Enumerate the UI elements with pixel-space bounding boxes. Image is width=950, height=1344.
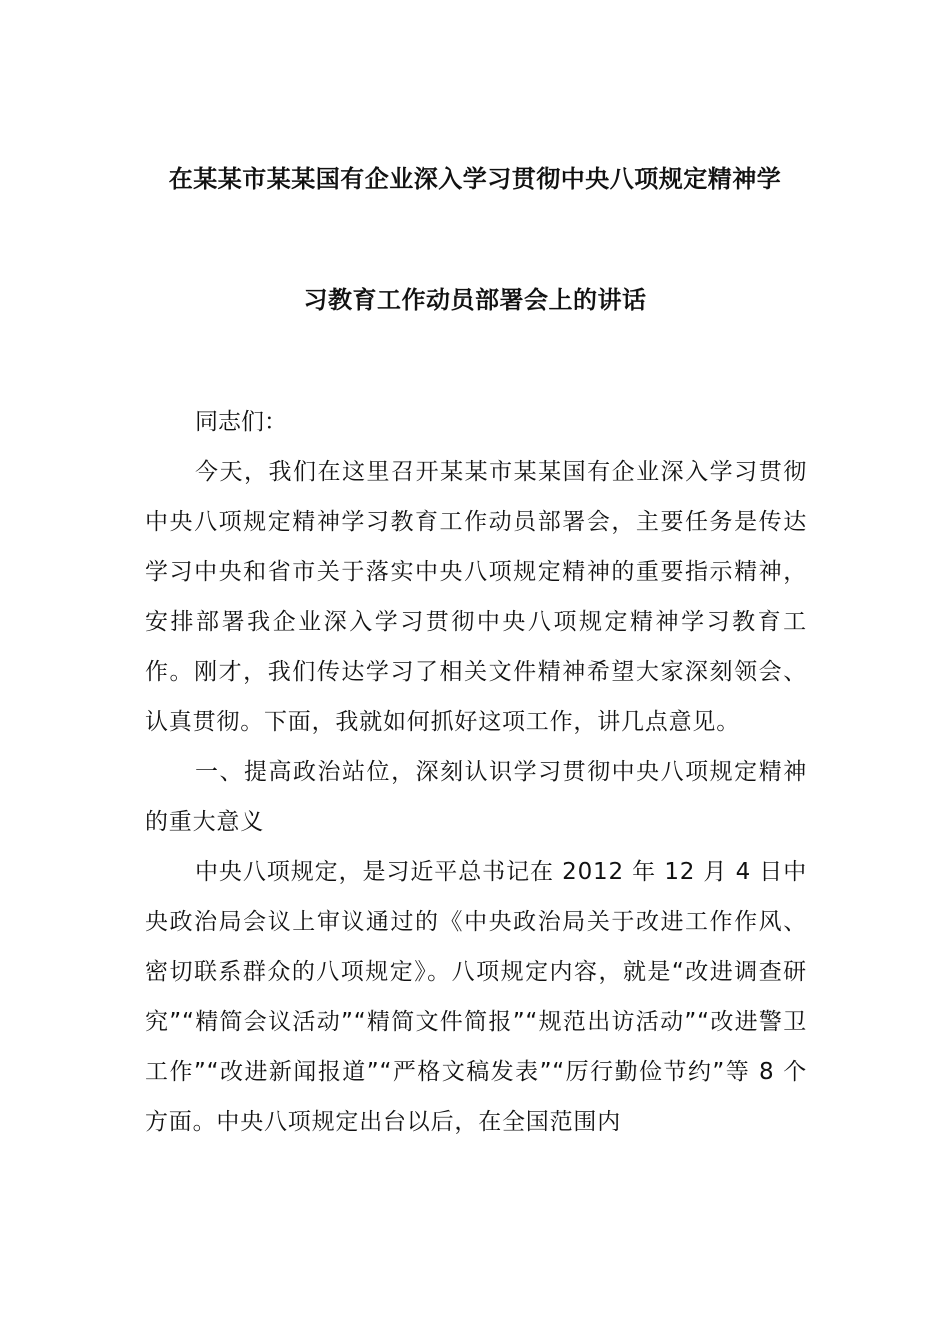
paragraph-eight-rules: 中央八项规定，是习近平总书记在 2012 年 12 月 4 日中央政治局会议上审议通过的《中央政治局关于改进工作作风、密切联系群众的八项规定》。八项规定内容，就是“改进调查研究”“精简会议活动”“精简文件简报”“规范出访活动”“改进警卫工作”“改进新闻报道”“严格文稿发表”“厉行勤俭节约”等 8 个方面。中央八项规定出台以后，在全国范围内 <box>145 859 807 1135</box>
document-title-line-1: 在某某市某某国有企业深入学习贯彻中央八项规定精神学 <box>168 165 782 193</box>
document-body <box>145 397 807 1147</box>
salutation: 同志们： <box>195 409 287 435</box>
document-title-line-2: 习教育工作动员部署会上的讲话 <box>303 286 647 314</box>
section-heading-1: 一、提高政治站位，深刻认识学习贯彻中央八项规定精神的重大意义 <box>145 759 807 835</box>
paragraph-opening: 今天，我们在这里召开某某市某某国有企业深入学习贯彻中央八项规定精神学习教育工作动员部署会，主要任务是传达学习中央和省市关于落实中央八项规定精神的重要指示精神，安排部署我企业深入学习贯彻中央八项规定精神学习教育工作。刚才，我们传达学习了相关文件精神希望大家深刻领会、认真贯彻。下面，我就如何抓好这项工作，讲几点意见。 <box>145 459 807 735</box>
